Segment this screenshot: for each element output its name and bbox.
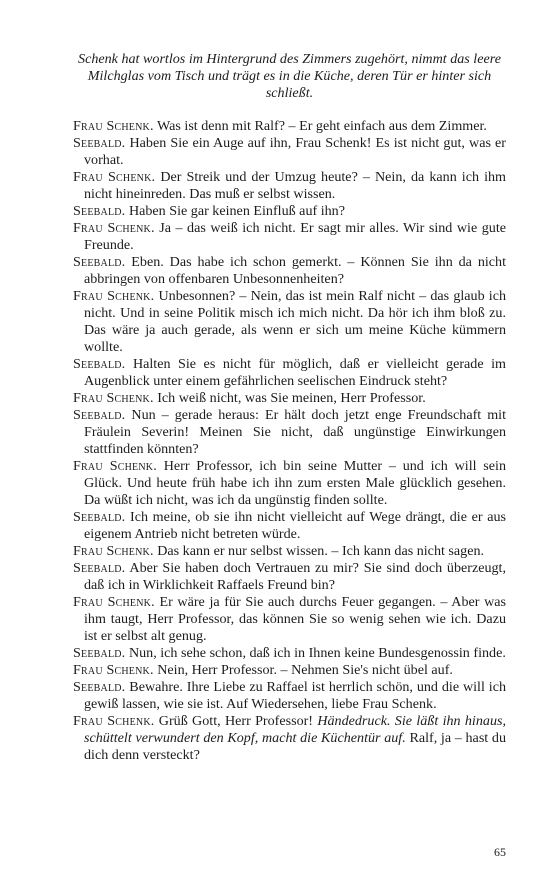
speaker-name: Seebald. bbox=[73, 509, 126, 525]
dialogue-line bbox=[73, 713, 506, 764]
dialogue bbox=[73, 118, 506, 764]
speech: Ralf, ja – hast du dich denn versteckt? bbox=[84, 730, 506, 763]
speech: Nun – gerade heraus: Er hält doch jetzt enge Freundschaft mit Fräulein Severin! Meinen Sie nicht, daß ungünstige Einwirkungen stattfinden könnten? bbox=[84, 407, 506, 457]
dialogue-line bbox=[73, 118, 506, 135]
dialogue-line bbox=[73, 560, 506, 594]
speech: Haben Sie ein Auge auf ihn, Frau Schenk! Es ist nicht gut, was er vorhat. bbox=[84, 135, 506, 168]
speaker-name: Seebald. bbox=[73, 560, 126, 576]
speech: Nun, ich sehe schon, daß ich in Ihnen keine Bundesgenossin finde. bbox=[128, 645, 506, 661]
speech: Herr Professor, ich bin seine Mutter – und ich will sein Glück. Und heute früh habe ich ihn zum ersten Male glücklich gesehen. Da wüßt ich nicht, was ich da ungünstig finden sollte. bbox=[84, 458, 506, 508]
speech: Ich weiß nicht, was Sie meinen, Herr Professor. bbox=[157, 390, 426, 406]
inline-stage-direction: Händedruck. Sie läßt ihn hinaus, schüttelt verwundert den Kopf, macht die Küchentür auf. bbox=[84, 713, 506, 746]
speaker-name: Seebald. bbox=[73, 356, 126, 372]
dialogue-line bbox=[73, 356, 506, 390]
speech: Er wäre ja für Sie auch durchs Feuer gegangen. – Aber was ihm taugt, Herr Professor, das können Sie so wenig sehen wie ich. Dazu ist er selbst alt genug. bbox=[84, 594, 507, 644]
speaker-name: Frau Schenk. bbox=[73, 594, 155, 610]
dialogue-line bbox=[73, 407, 506, 458]
speaker-name: Frau Schenk. bbox=[73, 458, 157, 474]
speaker-name: Frau Schenk. bbox=[73, 288, 155, 304]
speech: Ja – das weiß ich nicht. Er sagt mir alles. Wir sind wie gute Freunde. bbox=[84, 220, 507, 253]
dialogue-line bbox=[73, 594, 506, 645]
dialogue-line bbox=[73, 169, 506, 203]
speech: Nein, Herr Professor. – Nehmen Sie's nicht übel auf. bbox=[157, 662, 453, 678]
speaker-name: Seebald. bbox=[73, 203, 126, 219]
speech: Der Streik und der Umzug heute? – Nein, da kann ich ihm nicht hineinreden. Das muß er selbst wissen. bbox=[84, 169, 507, 202]
speech: Halten Sie es nicht für möglich, daß er vielleicht gerade im Augenblick unter einem gefährlichen seelischen Eindruck steht? bbox=[84, 356, 506, 389]
speech: Das kann er nur selbst wissen. – Ich kann das nicht sagen. bbox=[157, 543, 485, 559]
dialogue-line bbox=[73, 679, 506, 713]
speaker-name: Frau Schenk. bbox=[73, 169, 156, 185]
speech: Aber Sie haben doch Vertrauen zu mir? Sie sind doch überzeugt, daß ich in Wirklichkeit Raffaels Freund bin? bbox=[84, 560, 506, 593]
dialogue-line bbox=[73, 135, 506, 169]
dialogue-line bbox=[73, 645, 506, 662]
speaker-name: Frau Schenk. bbox=[73, 713, 155, 729]
speaker-name: Seebald. bbox=[73, 679, 126, 695]
page-number: 65 bbox=[494, 845, 506, 859]
speaker-name: Seebald. bbox=[73, 254, 126, 270]
dialogue-line bbox=[73, 288, 506, 356]
speech: Haben Sie gar keinen Einfluß auf ihn? bbox=[128, 203, 345, 219]
speech: Eben. Das habe ich schon gemerkt. – Können Sie ihn da nicht abbringen von offenbaren Unbesonnenheiten? bbox=[84, 254, 506, 287]
dialogue-line bbox=[73, 509, 506, 543]
dialogue-line bbox=[73, 254, 506, 288]
speaker-name: Frau Schenk. bbox=[73, 118, 154, 134]
speech: Unbesonnen? – Nein, das ist mein Ralf nicht – das glaub ich nicht. Und in seine Politik misch ich mich nicht. Da hör ich ihm bloß zu. Das wäre ja auch gerade, als wenn er sich um meine Küche kümmern wollte. bbox=[84, 288, 507, 355]
speaker-name: Frau Schenk. bbox=[73, 543, 154, 559]
dialogue-line bbox=[73, 662, 506, 679]
speaker-name: Frau Schenk. bbox=[73, 390, 154, 406]
speech: Bewahre. Ihre Liebe zu Raffael ist herrlich schön, und die will ich gewiß lassen, wie sie ist. Auf Wiedersehen, liebe Frau Schenk. bbox=[84, 679, 506, 712]
speech: Was ist denn mit Ralf? – Er geht einfach aus dem Zimmer. bbox=[156, 118, 487, 134]
speaker-name: Seebald. bbox=[73, 645, 126, 661]
speech: Grüß Gott, Herr Professor! bbox=[158, 713, 318, 729]
text-block bbox=[73, 51, 506, 764]
dialogue-line bbox=[73, 543, 506, 560]
speech: Ich meine, ob sie ihn nicht vielleicht auf Wege drängt, die er aus eigenem Antrieb nicht betreten würde. bbox=[84, 509, 506, 542]
speaker-name: Seebald. bbox=[73, 407, 126, 423]
speaker-name: Seebald. bbox=[73, 135, 126, 151]
speaker-name: Frau Schenk. bbox=[73, 662, 154, 678]
dialogue-line bbox=[73, 390, 506, 407]
dialogue-line bbox=[73, 458, 506, 509]
dialogue-line bbox=[73, 203, 506, 220]
dialogue-line bbox=[73, 220, 506, 254]
stage-direction: Schenk hat wortlos im Hintergrund des Zimmers zugehört, nimmt das leere Milchglas vom Tisch und trägt es in die Küche, deren Tür er hinter sich schließt. bbox=[78, 51, 501, 101]
speaker-name: Frau Schenk. bbox=[73, 220, 155, 236]
